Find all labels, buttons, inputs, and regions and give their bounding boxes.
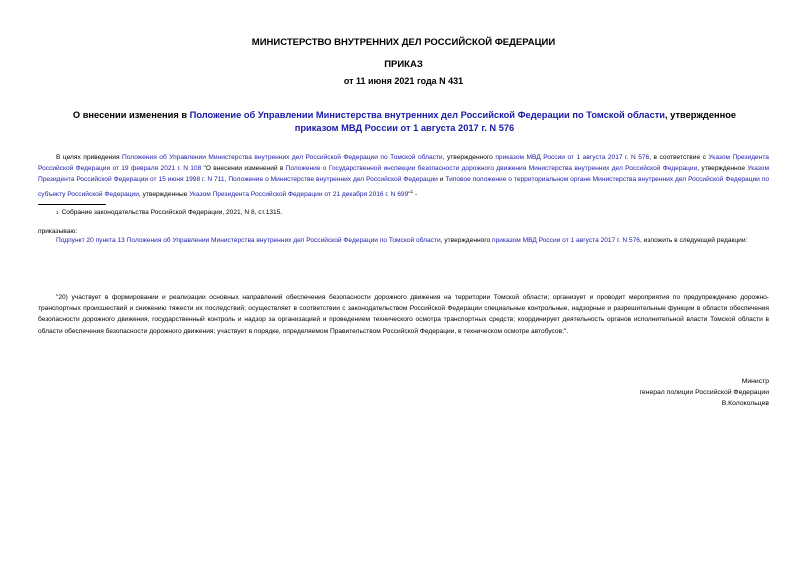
title-link-regulation[interactable]: Положение об Управлении Министерства внутренних дел Российской Федерации по Томской области: [189, 110, 666, 120]
preamble-link-decree-108[interactable]: Указом Президента Российской Федерации от 19 февраля 2021 г. N 108: [38, 154, 769, 173]
ministry-heading: МИНИСТЕРСТВО ВНУТРЕННИХ ДЕЛ РОССИЙСКОЙ ФЕДЕРАЦИИ: [251, 37, 556, 48]
preamble-text: , в соответствие с: [649, 154, 709, 161]
title-link-order[interactable]: приказом МВД России от 1 августа 2017 г. N 576: [294, 123, 515, 133]
quote-body: "20) участвует в формировании и реализации основных направлений обеспечения безопасности дорожного движения на территории Томской области; организует и проводит мероприятия по предупреждению дорожно-транспортных происшествий и снижению тяжести их последствий; осуществляет в соответствии с законодательством Российской Федерации специальные контрольные, надзорные и разрешительные функции в области обеспечения безопасности дорожного движения, государственный контроль и надзор за организацией и проведением технического осмотра транспортных средств; координирует деятельность органов исполнительной власти Томской области в области обеспечения безопасности дорожного движения; участвует в порядке, определяемом Правительством Российской Федерации, в техническом осмотре автобусов;".: [38, 294, 769, 335]
preamble-text: , утвержденные: [138, 190, 190, 198]
preamble-link-gibdd-regulation[interactable]: Положение о Государственной инспекции безопасности дорожного движения Министерства внутренних дел Российской Федерации: [285, 165, 698, 173]
preamble-link-typical-regulation[interactable]: Типовое положение о территориальном органе Министерства внутренних дел Российской Федерации по субъекту Российской Федерации: [38, 176, 769, 198]
preamble-link-decree-699[interactable]: Указом Президента Российской Федерации от 21 декабря 2016 г. N 699: [189, 190, 409, 198]
signature-role: Министр: [741, 378, 769, 385]
footnote-divider: [38, 204, 106, 205]
footnote-marker[interactable]: 1: [410, 188, 414, 194]
preamble-text: ": [408, 190, 411, 198]
signature-name: В.Колокольцев: [721, 400, 769, 407]
preamble-link-mvd-regulation[interactable]: Положение о Министерстве внутренних дел Российской Федерации: [228, 176, 438, 184]
item-link-regulation[interactable]: Положения об Управлении Министерства внутренних дел Российской Федерации по Томской области: [126, 237, 441, 244]
preamble-text: -: [413, 190, 418, 198]
preamble-text: , утвержденное: [697, 165, 748, 173]
title-middle: , утвержденное: [665, 110, 737, 120]
preamble-text: "О внесении изменений в: [201, 165, 286, 173]
footnote-text: Собрание законодательства Российской Федерации, 2021, N 8, ст.1315.: [61, 209, 283, 216]
preamble-paragraph: [38, 152, 769, 200]
order-word: приказываю:: [38, 228, 78, 235]
document-title: [52, 109, 757, 135]
item-text: , утвержденного: [440, 237, 493, 244]
preamble-link-regulation[interactable]: Положения об Управлении Министерства внутренних дел Российской Федерации по Томской области: [122, 154, 443, 161]
preamble-text: и: [437, 176, 446, 184]
item-link-order[interactable]: приказом МВД России от 1 августа 2017 г. N 576: [492, 237, 640, 244]
item-link-subparagraph[interactable]: Подпункт 20 пункта 13: [56, 237, 125, 244]
preamble-text: В целях приведения: [56, 154, 123, 161]
item-text: , изложить в следующей редакции:: [639, 237, 748, 244]
quoted-text: [38, 292, 769, 337]
item-paragraph: [38, 235, 769, 246]
title-prefix: О внесении изменения в: [72, 110, 190, 120]
preamble-text: , утвержденного: [442, 154, 496, 161]
doc-type-heading: ПРИКАЗ: [384, 59, 423, 70]
preamble-link-decree-711[interactable]: Указом Президента Российской Федерации от 15 июня 1998 г. N 711: [38, 165, 769, 184]
signature-rank: генерал полиции Российской Федерации: [639, 389, 769, 396]
preamble-text: ,: [224, 176, 229, 184]
footnote-number: 1: [56, 210, 59, 215]
date-number: от 11 июня 2021 года N 431: [343, 76, 464, 86]
footnote: [56, 207, 282, 218]
preamble-link-order[interactable]: приказом МВД России от 1 августа 2017 г. N 576: [495, 154, 650, 161]
